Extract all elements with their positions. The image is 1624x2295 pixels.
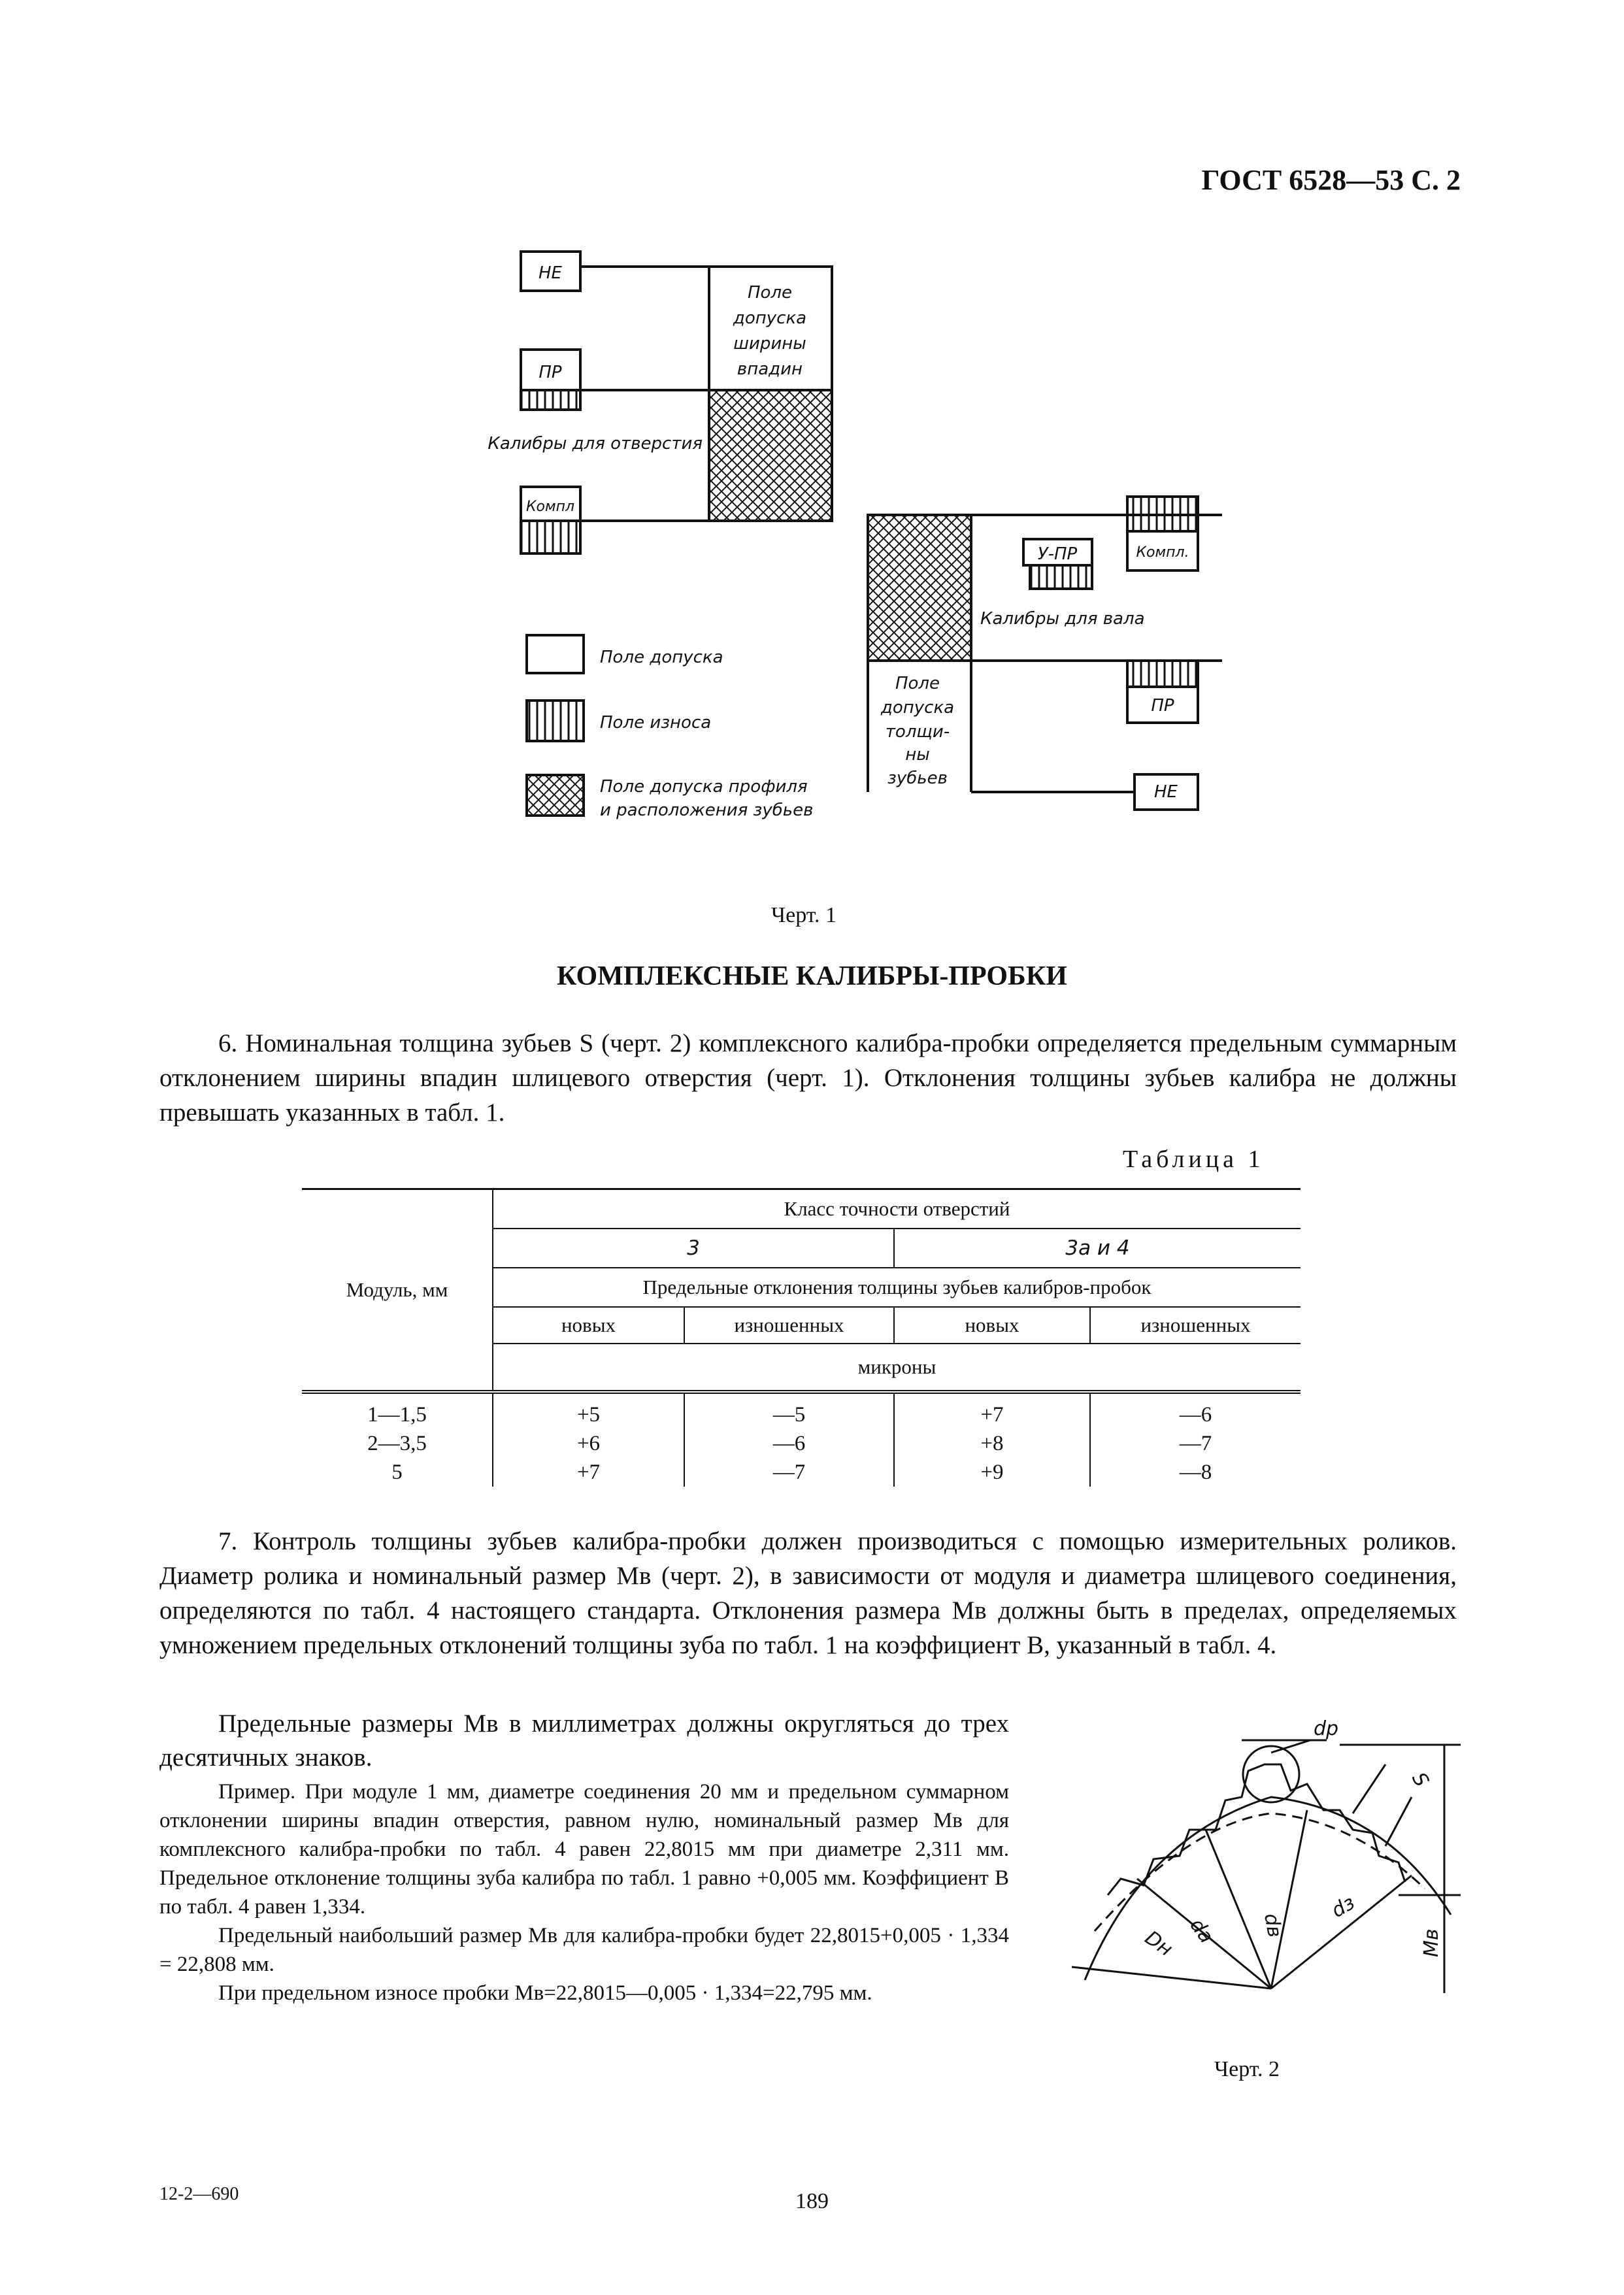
document-header: ГОСТ 6528—53 С. 2 — [1201, 164, 1461, 196]
ne-label: НЕ — [539, 263, 562, 283]
legend-tolerance-text: Поле допуска — [600, 648, 723, 667]
field-line-2: допуска — [733, 308, 807, 328]
thick-line-2: допуска — [880, 698, 955, 718]
left-column — [159, 1707, 1009, 2007]
u-pr-label: У-ПР — [1037, 544, 1078, 564]
example-paragraph-1: Пример. При модуле 1 мм, диаметре соединения 20 мм и предельном суммарном отклонении ширины впадин отверстия, равном нулю, номинальный размер Mв для комплексного калибра-пробки по табл. 4 равен 22,8015 мм при диаметре 2,311 мм. Предельное отклонение толщины зуба калибра по табл. 1 равно +0,005 мм. Коэффициент B по табл. 4 равен 1,334. — [159, 1780, 1009, 1919]
value-cell: +8 — [894, 1429, 1090, 1458]
pr2-label: ПР — [1151, 696, 1174, 716]
value-cell: +6 — [493, 1429, 684, 1458]
class-header: Класс точности отверстий — [493, 1189, 1301, 1229]
section-title: КОМПЛЕКСНЫЕ КАЛИБРЫ-ПРОБКИ — [557, 961, 1067, 991]
class-3a4: 3а и 4 — [894, 1229, 1301, 1268]
value-cell: —7 — [1090, 1429, 1301, 1458]
da-label: dа — [1185, 1914, 1218, 1948]
value-cell: —7 — [684, 1458, 894, 1487]
col-worn-3: изношенных — [684, 1307, 894, 1344]
figure-1-tolerance-diagram — [0, 0, 1624, 889]
example-paragraph-3: При предельном износе пробки Mв=22,8015—0,005 · 1,334=22,795 мм. — [218, 1981, 872, 2005]
value-cell: —6 — [684, 1429, 894, 1458]
paragraph-7: 7. Контроль толщины зубьев калибра-пробки должен производиться с помощью измерительных роликов. Диаметр ролика и номинальный размер Mв (черт. 2), в зависимости от модуля и диаметра шлицевого соединения, определяются по табл. 4 настоящего стандарта. Отклонения размера Mв должны быть в пределах, определяемых умножением предельных отклонений толщины зуба по табл. 1 на коэффициент B, указанный в табл. 4. — [159, 1527, 1457, 1659]
thick-line-3: толщи- — [885, 722, 950, 742]
s-label: S — [1407, 1768, 1433, 1791]
hole-gauges-label: Калибры для отверстия — [488, 434, 703, 454]
module-cell: 2—3,5 — [367, 1432, 427, 1455]
col-worn-4: изношенных — [1090, 1307, 1301, 1344]
value-cell: +5 — [493, 1392, 684, 1429]
dv-label: dв — [1259, 1911, 1286, 1940]
mv-label: Mв — [1420, 1928, 1443, 1957]
rounding-paragraph: Предельные размеры Mв в миллиметрах должны округляться до трех десятичных знаков. — [159, 1709, 1009, 1772]
figure-2-caption: Черт. 2 — [1214, 2057, 1280, 2081]
ne2-label: НЕ — [1154, 782, 1178, 802]
value-cell: —8 — [1090, 1458, 1301, 1487]
class-3: 3 — [493, 1229, 894, 1268]
deviation-header: Предельные отклонения толщины зубьев калибров-пробок — [493, 1268, 1301, 1307]
module-header: Модуль, мм — [302, 1189, 493, 1393]
value-cell: —5 — [684, 1392, 894, 1429]
field-line-4: впадин — [737, 359, 803, 379]
dz-label: dз — [1327, 1891, 1359, 1923]
table-1 — [302, 1188, 1301, 1487]
value-cell: —6 — [1090, 1392, 1301, 1429]
table-1-label: Таблица 1 — [1123, 1146, 1265, 1173]
col-new-4: новых — [894, 1307, 1090, 1344]
thick-line-4: ны — [905, 745, 930, 765]
table-row — [302, 1458, 1301, 1487]
legend-profile-text-1: Поле допуска профиля — [600, 777, 808, 797]
value-cell: +7 — [493, 1458, 684, 1487]
kompl-label: Компл — [525, 499, 575, 515]
figure-2-gear-diagram — [1046, 1699, 1464, 2065]
col-new-3: новых — [493, 1307, 684, 1344]
pr-label: ПР — [539, 363, 562, 382]
legend-wear-text: Поле износа — [600, 713, 712, 733]
value-cell: +9 — [894, 1458, 1090, 1487]
thick-line-5: зубьев — [887, 768, 948, 788]
shaft-gauges-label: Калибры для вала — [980, 609, 1145, 629]
table-row — [302, 1392, 1301, 1429]
paragraph-6: 6. Номинальная толщина зубьев S (черт. 2) комплексного калибра-пробки определяется предельным суммарным отклонением ширины впадин шлицевого отверстия (черт. 1). Отклонения толщины зубьев калибра не должны превышать указанных в табл. 1. — [159, 1029, 1457, 1127]
figure-1-caption: Черт. 1 — [771, 903, 837, 927]
thick-line-1: Поле — [895, 674, 940, 693]
dp-label: dр — [1314, 1717, 1339, 1740]
kompl2-label: Компл. — [1136, 544, 1189, 561]
dn-label: Dн — [1140, 1926, 1177, 1962]
field-line-3: ширины — [733, 334, 806, 354]
print-code: 12-2—690 — [159, 2184, 239, 2204]
table-row — [302, 1429, 1301, 1458]
legend-profile-text-2: и расположения зубьев — [600, 801, 814, 820]
example-paragraph-2: Предельный наибольший размер Mв для калибра-пробки будет 22,8015+0,005 · 1,334 = 22,808 мм. — [159, 1924, 1009, 1976]
value-cell: +7 — [894, 1392, 1090, 1429]
units-cell: микроны — [493, 1344, 1301, 1392]
field-line-1: Поле — [747, 283, 793, 303]
module-cell: 5 — [391, 1461, 403, 1484]
module-cell: 1—1,5 — [302, 1392, 493, 1429]
page-number: 189 — [795, 2189, 829, 2213]
